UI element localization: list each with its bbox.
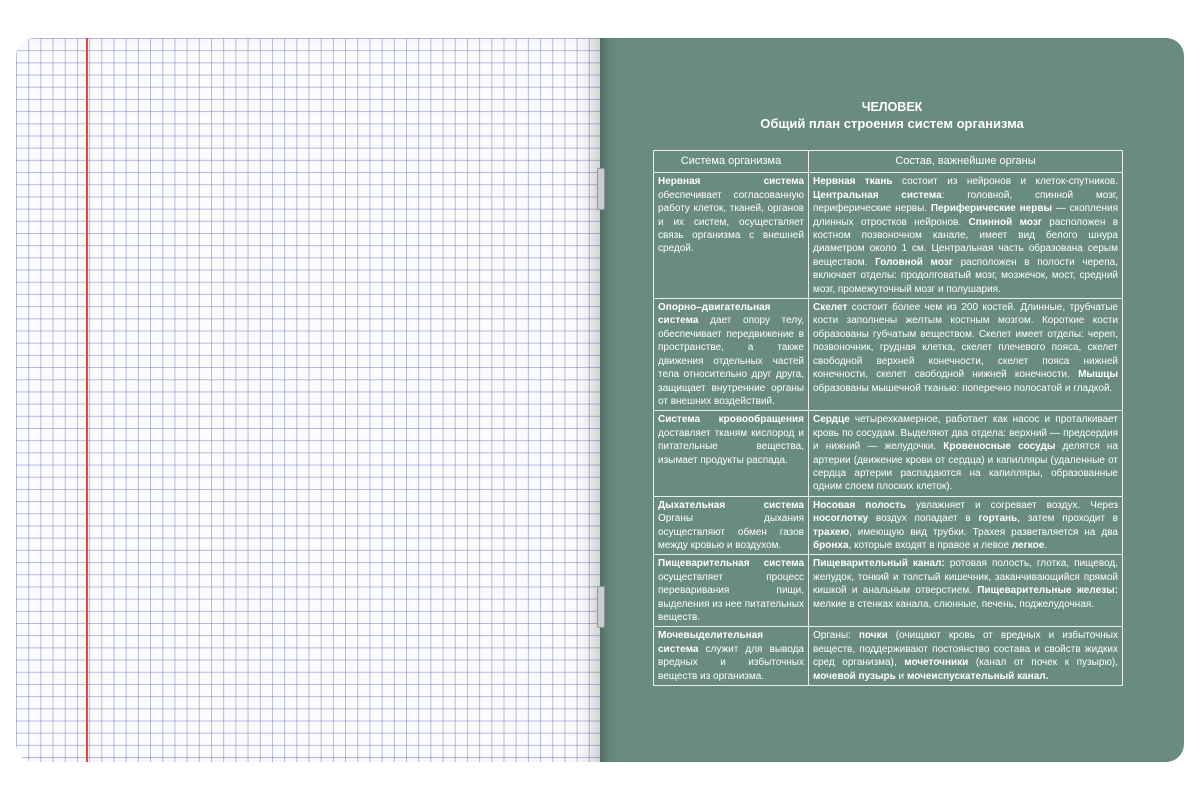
grid-paper-page: [16, 38, 600, 762]
system-cell: Опорно–двигательная система дает опору телу, обеспечивает передвижение в пространстве, а также движения отдельных частей тела относительно друг друга, защищает внутренние органы от внешних воздействий.: [654, 299, 809, 411]
page-subtitle: Общий план строения систем организма: [760, 116, 1024, 131]
organ-systems-table: [653, 150, 1123, 686]
system-cell: Пищеварительная система осуществляет процесс переваривания пищи, выделения из нее питательных веществ.: [654, 555, 809, 627]
page-title: ЧЕЛОВЕК: [861, 100, 923, 114]
table-row: [654, 411, 1123, 496]
column-header-organs: Состав, важнейшие органы: [809, 151, 1123, 173]
table-header-row: [654, 151, 1123, 173]
table-row: [654, 555, 1123, 627]
system-cell: Мочевыделительная система служит для вывода вредных и избыточных веществ из организма.: [654, 627, 809, 686]
organs-cell: Сердце четырехкамерное, работает как насос и проталкивает кровь по сосудам. Выделяют два отдела: верхний — предсердия и нижний — желудочки. Кровеносные сосуды делятся на артерии (движение крови от сердца) и капилляры (удаленные от сердца артерии распадаются на капилляры, образованные одним слоем плоских клеток).: [809, 411, 1123, 496]
organs-cell: Нервная ткань состоит из нейронов и клеток-спутников. Центральная система: головной, спинной мозг, периферические нервы. Периферические нервы — скопления длинных отростков нейронов. Спинной мозг расположен в костном позвоночном канале, имеет вид белого шнура диаметром около 1 см. Центральная часть образована серым веществом. Головной мозг расположен в полости черепа, включает отделы: продолговатый мозг, мозжечок, мост, средний мозг, промежуточный мозг и полушария.: [809, 173, 1123, 299]
staple-bottom: [597, 586, 605, 628]
column-header-system: Система организма: [654, 151, 809, 173]
system-cell: Дыхательная система Органы дыхания осуществляют обмен газов между кровью и воздухом.: [654, 496, 809, 555]
system-cell: Система кровообращения доставляет тканям кислород и питательные вещества, изымает продукты распада.: [654, 411, 809, 496]
table-row: [654, 299, 1123, 411]
table-row: [654, 627, 1123, 686]
reference-page: [600, 38, 1184, 762]
notebook-spread: [16, 38, 1184, 762]
organs-cell: Органы: почки (очищают кровь от вредных и избыточных веществ, поддерживают постоянство состава и свойств жидких сред организма), мочеточники (канал от почек к пузырю), мочевой пузырь и мочеиспускательный канал.: [809, 627, 1123, 686]
organs-cell: Носовая полость увлажняет и согревает воздух. Через носоглотку воздух попадает в гортань, затем проходит в трахею, имеющую вид трубки. Трахея разветвляется на два бронха, которые входят в правое и левое легкое.: [809, 496, 1123, 555]
table-row: [654, 173, 1123, 299]
organs-cell: Скелет состоит более чем из 200 костей. Длинные, трубчатые кости заполнены желтым костным мозгом. Короткие кости образованы губчатым веществом. Скелет имеет отделы: череп, позвоночник, грудная клетка, скелет плечевого пояса, скелет свободной верхней конечности, скелет пояса нижней конечности, скелет свободной нижней конечности. Мышцы образованы мышечной тканью: поперечно полосатой и гладкой.: [809, 299, 1123, 411]
staple-top: [597, 168, 605, 210]
organs-cell: Пищеварительный канал: ротовая полость, глотка, пищевод, желудок, тонкий и толстый кишечник, заканчивающийся прямой кишкой и анальным отверстием. Пищеварительные железы: мелкие в стенках канала, слюнные, печень, поджелудочная.: [809, 555, 1123, 627]
system-cell: Нервная система обеспечивает согласованную работу клеток, тканей, органов и их систем, осуществляет связь организма с внешней средой.: [654, 173, 809, 299]
margin-line: [86, 38, 88, 762]
table-row: [654, 496, 1123, 555]
